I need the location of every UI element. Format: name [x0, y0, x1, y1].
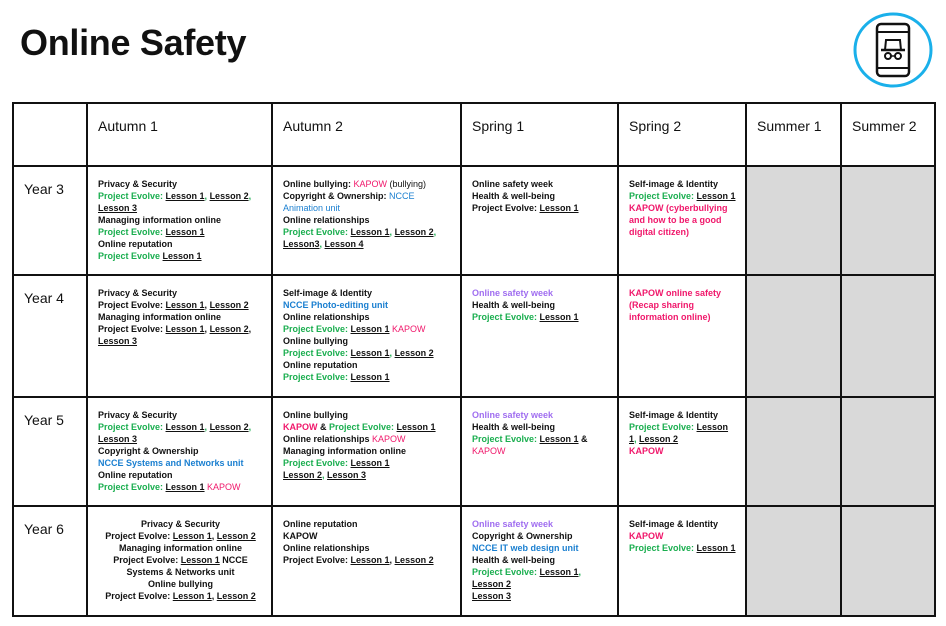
incognito-phone-icon [853, 12, 933, 88]
cell-line [472, 554, 609, 566]
lesson-link[interactable]: Lesson 1 [350, 227, 390, 237]
cell-line [283, 359, 452, 371]
cell-line [472, 566, 609, 578]
cell-line [98, 214, 263, 226]
cell-text: KAPOW (cyberbullying and how to be a good digital citizen) [629, 203, 728, 237]
lesson-link[interactable]: Lesson 1 [350, 458, 390, 468]
cell-line [283, 518, 452, 530]
cell-line [98, 457, 263, 469]
cell-text: Privacy & Security [98, 410, 178, 420]
lesson-link[interactable]: Lesson 2 [209, 324, 249, 334]
cell-line [98, 469, 263, 481]
cell-line [629, 202, 737, 238]
cell-line [98, 433, 263, 445]
cell-text: Project Evolve: [283, 348, 351, 358]
cell-text: Online safety week [472, 288, 554, 298]
cell-text: Online bullying: [283, 179, 354, 189]
cell-text: KAPOW [472, 446, 506, 456]
cell-text: Online safety week [472, 519, 554, 529]
cell-line [629, 190, 737, 202]
cell-line [472, 190, 609, 202]
cell-text: , [389, 348, 395, 358]
cell-text: NCCE Systems and Networks unit [98, 458, 244, 468]
cell-text: Project Evolve: [629, 422, 697, 432]
lesson-cell [618, 506, 746, 616]
year-label: Year 6 [13, 506, 87, 616]
empty-cell [746, 275, 841, 397]
cell-text: Online bullying [148, 579, 213, 589]
cell-line [472, 433, 609, 445]
lesson-link[interactable]: Lesson 1 [396, 422, 436, 432]
cell-text: Project Evolve: [113, 555, 181, 565]
lesson-link[interactable]: Lesson 1 [629, 422, 729, 444]
lesson-link[interactable]: Lesson 2 [216, 591, 256, 601]
cell-line [472, 542, 609, 554]
cell-line [98, 190, 263, 202]
cell-line [283, 323, 452, 335]
column-header-spring-2: Spring 2 [618, 103, 746, 166]
column-header-spring-1: Spring 1 [461, 103, 618, 166]
cell-text: Online relationships [283, 434, 373, 444]
cell-line [629, 178, 737, 190]
empty-cell [841, 166, 935, 275]
lesson-link[interactable]: Lesson 3 [327, 470, 367, 480]
cell-line [98, 226, 263, 238]
cell-text: Health & well-being [472, 300, 556, 310]
cell-line [98, 335, 263, 347]
cell-text: Animation unit [283, 203, 341, 213]
lesson-link[interactable]: Lesson 1 [350, 372, 390, 382]
cell-text: KAPOW [283, 422, 318, 432]
cell-line [98, 323, 263, 335]
lesson-link[interactable]: Lesson3 [283, 239, 320, 249]
cell-line [98, 202, 263, 214]
cell-text: Project Evolve: [98, 422, 166, 432]
cell-text: Project Evolve: [98, 324, 166, 334]
cell-text: Online safety week [472, 410, 554, 420]
cell-line [283, 554, 452, 566]
cell-text: Project Evolve: [329, 422, 397, 432]
lesson-link[interactable]: Lesson 2 [639, 434, 679, 444]
header-row [13, 103, 935, 166]
cell-line [98, 287, 263, 299]
cell-text: Project Evolve: [283, 458, 351, 468]
cell-text: Project Evolve: [283, 372, 351, 382]
lesson-link[interactable]: Lesson 2 [283, 470, 323, 480]
cell-text: , [322, 470, 328, 480]
page-title: Online Safety [20, 22, 247, 63]
lesson-cell [461, 166, 618, 275]
cell-text: NCCE Systems & Networks unit [126, 555, 248, 577]
cell-text: Project Evolve: [472, 434, 540, 444]
cell-text: Online reputation [98, 239, 173, 249]
lesson-cell [87, 166, 272, 275]
lesson-cell [87, 275, 272, 397]
lesson-link[interactable]: Lesson 1 [350, 555, 390, 565]
cell-line [283, 335, 452, 347]
cell-line [98, 554, 263, 578]
cell-line [283, 299, 452, 311]
lesson-cell [461, 397, 618, 506]
cell-line [629, 518, 737, 530]
cell-text: KAPOW [629, 531, 664, 541]
cell-line [629, 445, 737, 457]
curriculum-table [12, 102, 936, 617]
cell-line [283, 238, 452, 250]
lesson-cell [618, 397, 746, 506]
lesson-cell [272, 166, 461, 275]
lesson-cell [272, 506, 461, 616]
cell-text: Managing information online [98, 215, 221, 225]
cell-text: Project Evolve: [472, 567, 540, 577]
cell-text: KAPOW [629, 446, 664, 456]
cell-text: , [319, 239, 325, 249]
lesson-link[interactable]: Lesson 1 [696, 543, 736, 553]
cell-text: Health & well-being [472, 191, 556, 201]
cell-line [98, 409, 263, 421]
cell-line [98, 590, 263, 602]
cell-text: KAPOW [204, 482, 241, 492]
cell-line [98, 542, 263, 554]
cell-text: & [578, 434, 588, 444]
cell-text: Copyright & Ownership [472, 531, 573, 541]
cell-text: Self-image & Identity [283, 288, 373, 298]
cell-line [472, 299, 609, 311]
cell-text: Managing information online [119, 543, 242, 553]
cell-text: Project Evolve: [629, 543, 697, 553]
lesson-cell [618, 166, 746, 275]
lesson-link[interactable]: Lesson 1 [539, 434, 579, 444]
lesson-link[interactable]: Lesson 2 [472, 579, 512, 589]
cell-line [98, 578, 263, 590]
cell-text: , [248, 324, 252, 334]
empty-cell [841, 397, 935, 506]
year-label: Year 3 [13, 166, 87, 275]
lesson-cell [272, 397, 461, 506]
cell-text: , [204, 191, 210, 201]
cell-text: Project Evolve: [105, 531, 173, 541]
cell-line [283, 433, 452, 445]
cell-text: KAPOW [372, 434, 406, 444]
cell-text: , [578, 567, 582, 577]
column-header-autumn-1: Autumn 1 [87, 103, 272, 166]
cell-text: Project Evolve: [472, 312, 540, 322]
lesson-link[interactable]: Lesson 1 [165, 300, 205, 310]
cell-text: Privacy & Security [140, 519, 221, 529]
cell-line [629, 421, 737, 445]
column-header-summer-1: Summer 1 [746, 103, 841, 166]
cell-text: Project Evolve: [283, 227, 351, 237]
cell-text: KAPOW online safety (Recap sharing information online) [629, 288, 722, 322]
lesson-link[interactable]: Lesson 1 [165, 482, 205, 492]
lesson-link[interactable]: Lesson 2 [394, 555, 434, 565]
empty-cell [841, 275, 935, 397]
lesson-link[interactable]: Lesson 1 [696, 191, 736, 201]
cell-text: KAPOW [283, 531, 318, 541]
cell-line [472, 518, 609, 530]
cell-text: Project Evolve: [629, 191, 697, 201]
cell-line [98, 238, 263, 250]
cell-line [98, 311, 263, 323]
lesson-cell [87, 397, 272, 506]
cell-text: , [389, 555, 395, 565]
cell-text: , [204, 300, 210, 310]
lesson-link[interactable]: Lesson 1 [180, 555, 220, 565]
cell-line [283, 347, 452, 359]
cell-line [283, 542, 452, 554]
lesson-link[interactable]: Lesson 3 [98, 434, 138, 444]
cell-text: Project Evolve: [98, 227, 166, 237]
lesson-cell [87, 506, 272, 616]
table-row [13, 166, 935, 275]
cell-text: Online reputation [283, 519, 358, 529]
cell-text: Project Evolve: [98, 300, 166, 310]
cell-text: Online relationships [283, 215, 370, 225]
lesson-cell [272, 275, 461, 397]
lesson-link[interactable]: Lesson 2 [394, 227, 434, 237]
cell-text: , [248, 191, 252, 201]
lesson-cell [461, 506, 618, 616]
cell-text: Project Evolve: [472, 203, 540, 213]
lesson-link[interactable]: Lesson 2 [209, 422, 249, 432]
cell-line [283, 530, 452, 542]
cell-text: Self-image & Identity [629, 179, 719, 189]
table-row [13, 275, 935, 397]
cell-text: (bullying) [387, 179, 427, 189]
cell-text: NCCE Photo-editing unit [283, 300, 388, 310]
empty-cell [746, 506, 841, 616]
cell-line [283, 202, 452, 214]
lesson-link[interactable]: Lesson 1 [350, 348, 390, 358]
lesson-link[interactable]: Lesson 1 [539, 203, 579, 213]
lesson-link[interactable]: Lesson 2 [209, 191, 249, 201]
cell-text: Project Evolve: [98, 482, 166, 492]
cell-line [472, 202, 609, 214]
cell-line [98, 445, 263, 457]
lesson-link[interactable]: Lesson 1 [165, 422, 205, 432]
cell-line [283, 421, 452, 433]
cell-text: , [433, 227, 437, 237]
cell-line [283, 226, 452, 238]
cell-text: , [204, 422, 210, 432]
cell-text: Project Evolve: [105, 591, 173, 601]
cell-text: Copyright & Ownership: [283, 191, 390, 201]
cell-text: Self-image & Identity [629, 519, 719, 529]
cell-line [629, 542, 737, 554]
cell-text: , [389, 227, 395, 237]
lesson-link[interactable]: Lesson 1 [350, 324, 390, 334]
cell-text: KAPOW [389, 324, 426, 334]
cell-text: Online reputation [98, 470, 173, 480]
lesson-link[interactable]: Lesson 1 [162, 251, 202, 261]
cell-text: Self-image & Identity [629, 410, 719, 420]
cell-line [98, 481, 263, 493]
cell-line [98, 518, 263, 530]
cell-line [283, 178, 452, 190]
cell-text: Privacy & Security [98, 288, 178, 298]
empty-cell [746, 166, 841, 275]
lesson-link[interactable]: Lesson 1 [172, 591, 212, 601]
cell-text: Online safety week [472, 179, 554, 189]
cell-line [283, 287, 452, 299]
cell-text: , [248, 422, 252, 432]
cell-text: Privacy & Security [98, 179, 178, 189]
corner-cell [13, 103, 87, 166]
lesson-link[interactable]: Lesson 3 [98, 203, 138, 213]
cell-text: Project Evolve: [283, 555, 351, 565]
cell-line [283, 445, 452, 457]
cell-text: Project Evolve [98, 251, 163, 261]
cell-line [283, 409, 452, 421]
cell-line [472, 409, 609, 421]
cell-text: Copyright & Ownership [98, 446, 199, 456]
cell-text: , [211, 531, 217, 541]
cell-line [472, 421, 609, 433]
cell-line [629, 409, 737, 421]
lesson-cell [618, 275, 746, 397]
cell-text: Online bullying [283, 410, 348, 420]
lesson-link[interactable]: Lesson 2 [394, 348, 434, 358]
lesson-link[interactable]: Lesson 1 [165, 324, 205, 334]
cell-text: , [634, 434, 640, 444]
cell-text: Health & well-being [472, 422, 556, 432]
lesson-link[interactable]: Lesson 3 [98, 336, 138, 346]
cell-line [629, 530, 737, 542]
empty-cell [746, 397, 841, 506]
cell-line [472, 530, 609, 542]
year-label: Year 4 [13, 275, 87, 397]
cell-text: Online bullying [283, 336, 348, 346]
lesson-link[interactable]: Lesson 4 [324, 239, 364, 249]
cell-line [98, 299, 263, 311]
cell-text: Managing information online [283, 446, 406, 456]
cell-text: Online relationships [283, 312, 370, 322]
table-row [13, 397, 935, 506]
column-header-summer-2: Summer 2 [841, 103, 935, 166]
cell-line [98, 178, 263, 190]
cell-line [98, 250, 263, 262]
table-row [13, 506, 935, 616]
cell-text: & [317, 422, 330, 432]
lesson-link[interactable]: Lesson 1 [165, 191, 205, 201]
cell-line [283, 469, 452, 481]
cell-line [472, 578, 609, 590]
cell-text: NCCE [389, 191, 415, 201]
cell-line [472, 445, 609, 457]
year-label: Year 5 [13, 397, 87, 506]
cell-line [629, 287, 737, 323]
cell-line [283, 371, 452, 383]
lesson-link[interactable]: Lesson 1 [539, 312, 579, 322]
cell-line [472, 287, 609, 299]
cell-text: , [204, 324, 210, 334]
cell-line [98, 421, 263, 433]
cell-text: Online reputation [283, 360, 358, 370]
empty-cell [841, 506, 935, 616]
lesson-cell [461, 275, 618, 397]
cell-line [283, 457, 452, 469]
cell-text: Project Evolve: [98, 191, 166, 201]
cell-text: Project Evolve: [283, 324, 351, 334]
cell-line [283, 214, 452, 226]
cell-line [472, 590, 609, 602]
lesson-link[interactable]: Lesson 1 [172, 531, 212, 541]
cell-line [283, 190, 452, 202]
cell-text: Managing information online [98, 312, 221, 322]
cell-line [472, 178, 609, 190]
cell-line [283, 311, 452, 323]
cell-text: Health & well-being [472, 555, 556, 565]
cell-text: KAPOW [353, 179, 388, 189]
cell-line [98, 530, 263, 542]
cell-text: NCCE IT web design unit [472, 543, 579, 553]
lesson-link[interactable]: Lesson 3 [472, 591, 512, 601]
cell-line [472, 311, 609, 323]
cell-text: Online relationships [283, 543, 370, 553]
lesson-link[interactable]: Lesson 2 [216, 531, 256, 541]
lesson-link[interactable]: Lesson 1 [539, 567, 579, 577]
column-header-autumn-2: Autumn 2 [272, 103, 461, 166]
lesson-link[interactable]: Lesson 1 [165, 227, 205, 237]
lesson-link[interactable]: Lesson 2 [209, 300, 249, 310]
cell-text: , [211, 591, 217, 601]
